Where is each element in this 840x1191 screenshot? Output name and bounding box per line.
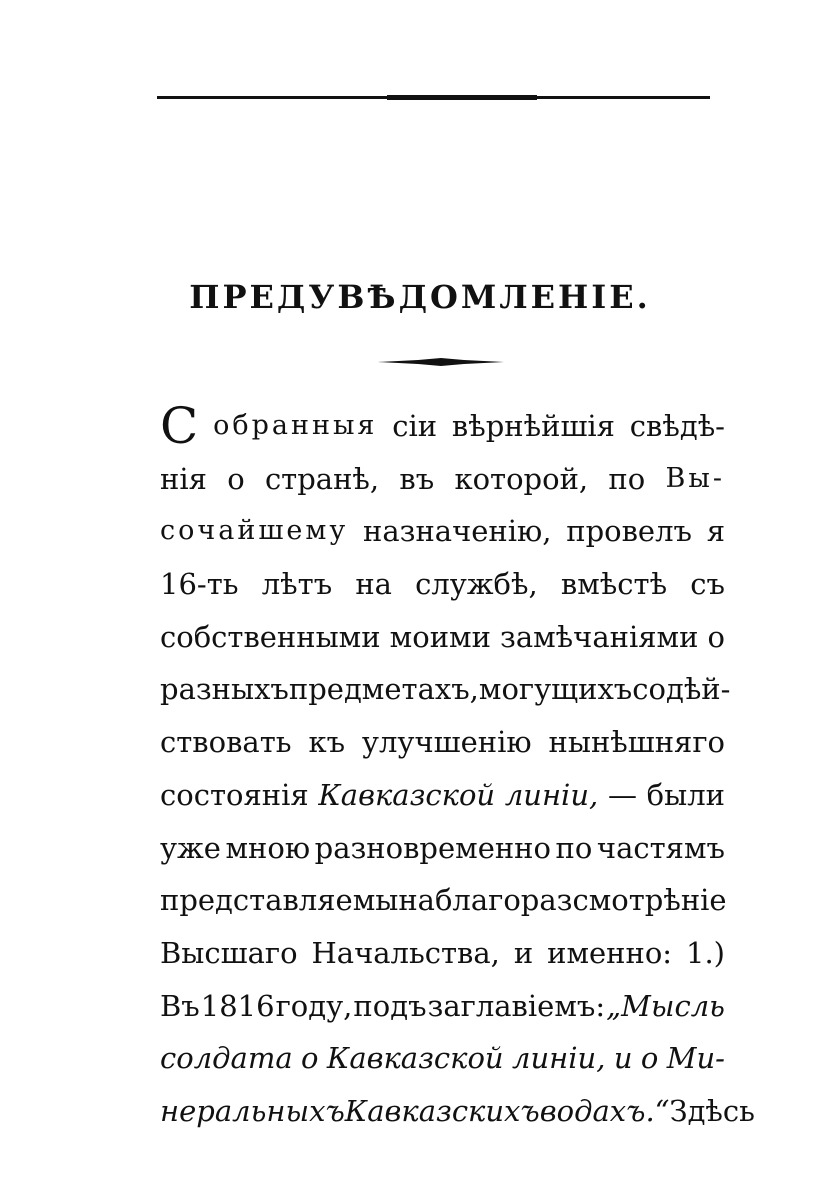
word: году,	[275, 988, 353, 1023]
word: на	[355, 567, 392, 602]
word-italic: линіи,	[512, 1041, 606, 1076]
text-line	[160, 927, 725, 980]
word-italic: Кавказской	[318, 777, 496, 812]
word: 1.)	[686, 935, 725, 970]
word: частямъ	[596, 830, 725, 865]
word: службѣ,	[415, 567, 538, 602]
text-line	[160, 716, 725, 769]
word: разновременно	[314, 830, 551, 865]
text-line	[160, 453, 725, 506]
word: разныхъ	[160, 672, 289, 707]
word: могущихъ	[478, 672, 633, 707]
body-text	[160, 397, 755, 1138]
word: содѣй-	[632, 672, 731, 707]
word: свѣдѣ-	[629, 409, 725, 443]
text-line	[160, 874, 725, 927]
word: о	[227, 461, 245, 496]
word: къ	[308, 725, 346, 760]
text-line	[160, 397, 725, 455]
word: по	[555, 830, 593, 865]
word: сочайшему	[160, 515, 349, 547]
word: по	[608, 461, 646, 496]
word: моими	[389, 619, 491, 654]
word: Начальства,	[311, 935, 500, 970]
page-heading: ПРЕДУВѢДОМЛЕНІЕ.	[189, 278, 651, 316]
word: предметахъ,	[288, 672, 479, 707]
word-italic: солдата	[160, 1041, 293, 1076]
word-italic: Кавказскихъ	[344, 1093, 540, 1128]
word: странѣ,	[264, 461, 380, 496]
word-italic: водахъ.“	[539, 1093, 670, 1128]
word-italic: неральныхъ	[160, 1093, 345, 1128]
word: ствовать	[160, 725, 292, 760]
word: 1816	[200, 988, 275, 1023]
word: представляемы	[160, 883, 399, 918]
word-italic: „Мысль	[606, 988, 725, 1023]
text-line	[160, 822, 725, 875]
word-italic: о	[301, 1041, 319, 1076]
word: —	[607, 777, 637, 812]
word: которой,	[454, 461, 589, 496]
word: нія	[160, 461, 207, 496]
drop-cap: С	[160, 397, 199, 455]
word: Здѣсь	[669, 1093, 755, 1128]
word: нынѣшняго	[548, 725, 725, 760]
text-line	[160, 1032, 725, 1085]
word: благоразсмотрѣніе	[434, 883, 727, 918]
text-line	[160, 663, 731, 716]
word: на	[398, 883, 435, 918]
word: именно:	[547, 935, 673, 970]
text-line	[160, 1085, 755, 1138]
word: о	[707, 619, 725, 654]
top-rule	[157, 96, 710, 99]
text-line	[160, 769, 725, 822]
text-line	[160, 558, 725, 611]
word: провелъ	[566, 514, 692, 549]
word: съ	[690, 567, 725, 602]
word: Высшаго	[160, 935, 298, 970]
word: лѣтъ	[261, 567, 333, 602]
word: состоянія	[160, 777, 309, 812]
word-italic: линіи,	[504, 777, 599, 812]
text-line	[160, 505, 725, 558]
text-line	[160, 980, 725, 1033]
word: мною	[225, 830, 311, 865]
word: улучшенію	[361, 725, 532, 760]
word: собственными	[160, 619, 381, 654]
top-rule-thick-part	[387, 95, 537, 100]
word: Въ	[160, 988, 200, 1023]
word-italic: Кавказской	[326, 1041, 504, 1076]
word: 16-ть	[160, 567, 239, 602]
word-italic: о	[640, 1041, 659, 1076]
word: назначенію,	[363, 514, 552, 549]
word: заглавіемъ:	[427, 988, 606, 1023]
ornament-divider	[378, 357, 504, 367]
word: Вы-	[665, 462, 725, 494]
word: и	[513, 935, 534, 970]
word: я	[706, 514, 725, 549]
word-italic: и	[613, 1041, 633, 1076]
word: обранныя	[213, 410, 378, 441]
word: были	[646, 777, 725, 812]
word: въ	[399, 461, 435, 496]
word: подъ	[353, 988, 427, 1023]
text-line	[160, 611, 725, 664]
word: вмѣстѣ	[560, 567, 668, 602]
word: замѣчаніями	[500, 619, 699, 654]
word-italic: Ми-	[666, 1041, 725, 1076]
word: вѣрнѣйшія	[451, 409, 615, 443]
word: уже	[160, 830, 221, 865]
word: сіи	[392, 409, 438, 443]
